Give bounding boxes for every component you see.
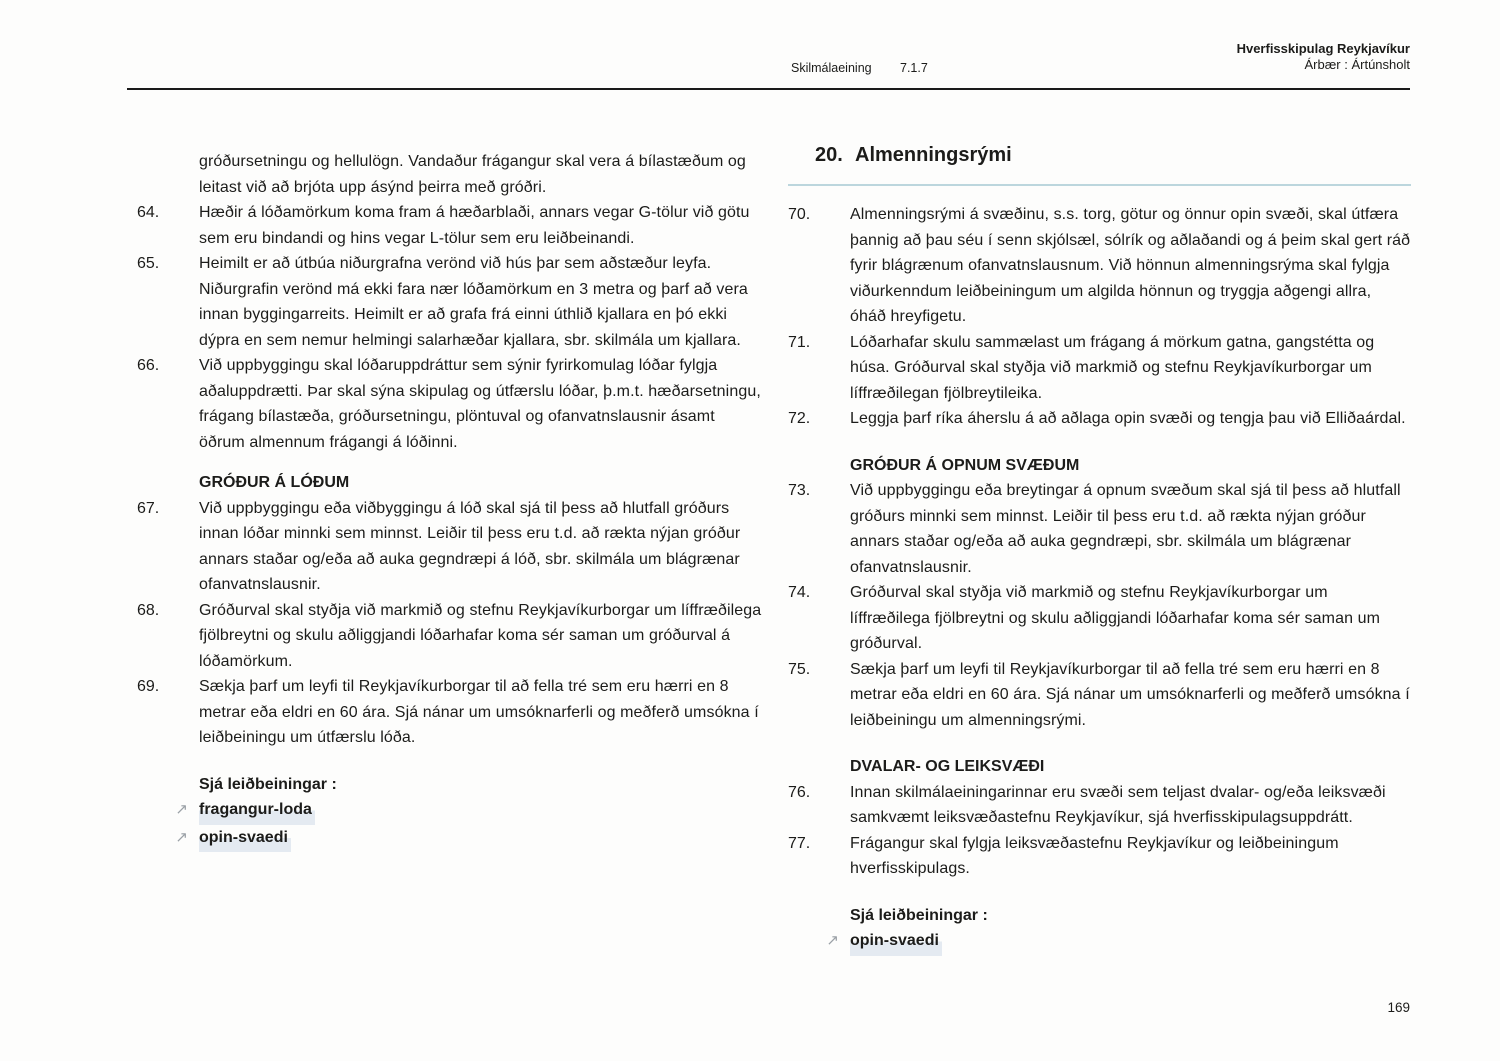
clause-number: 72. (788, 410, 811, 427)
clause-item (788, 478, 1411, 580)
header-unit-label: Skilmálaeining (791, 61, 872, 75)
clause-item (788, 580, 1411, 657)
section-number: 20. (815, 144, 843, 166)
clause-text: Leggja þarf ríka áherslu á að aðlaga opin svæði og tengja þau við Elliðaárdal. (850, 410, 1406, 427)
header-rule (127, 88, 1410, 90)
clause-text: Gróðurval skal styðja við markmið og stefnu Reykjavíkurborgar um líffræðilega fjölbreytni og skulu aðliggjandi lóðarhafar koma sér saman um gróðurval á lóðamörkum. (199, 601, 762, 670)
external-link-arrow-icon: ↗ (826, 932, 839, 949)
clause-text: Heimilt er að útbúa niðurgrafna verönd við hús þar sem aðstæður leyfa. Niðurgrafin verönd má ekki fara nær lóðamörkum en 3 metra og þarf að vera innan byggingarreits. Heimilt er að grafa frá einni úthlið kjallara en þó ekki dýpra en sem nemur helmingi salarhæðar kjallara, sbr. skilmála um kjallara. (199, 255, 748, 349)
clause-text: Við uppbyggingu eða viðbyggingu á lóð skal sjá til þess að hlutfall gróðurs innan lóðar minnki sem minnst. Leiðir til þess eru t.d. að rækta nýjan gróður annars staðar og/eða að auka gegndræpi á lóð, sbr. skilmála um blágrænar ofanvatnslausnir. (199, 499, 741, 593)
document-title: Hverfisskipulag Reykjavíkur (1236, 41, 1410, 56)
clause-text: Frágangur skal fylgja leiksvæðastefnu Reykjavíkur og leiðbeiningum hverfisskipulags. (850, 834, 1339, 877)
external-link-arrow-icon: ↗ (175, 801, 188, 818)
clause-item (137, 251, 763, 353)
guideline-link-row (788, 928, 1411, 956)
section-accent-rule (788, 184, 1411, 186)
clause-number: 71. (788, 333, 811, 351)
clause-text: Gróðurval skal styðja við markmið og stefnu Reykjavíkurborgar um líffræðilega fjölbreytni og skulu aðliggjandi lóðarhafar koma sér saman um gróðurval. (850, 584, 1381, 652)
subsection-heading: DVALAR- OG LEIKSVÆÐI (850, 758, 1045, 775)
clause-number (137, 149, 199, 200)
clause-item (137, 674, 763, 751)
clause-number: 66. (137, 357, 160, 374)
clause-item (788, 406, 1411, 432)
clause-number: 68. (137, 601, 160, 619)
clause-item (137, 200, 763, 251)
clause-text: Sækja þarf um leyfi til Reykjavíkurborgar til að fella tré sem eru hærri en 8 metrar eða eldri en 60 ára. Sjá nánar um umsóknarferli og meðferð umsókna í leiðbeiningu um útfærslu lóða. (199, 678, 759, 746)
clause-number: 65. (137, 255, 160, 272)
clause-item (788, 657, 1411, 734)
clause-number: 75. (788, 660, 811, 678)
clause-text: Almenningsrými á svæðinu, s.s. torg, götur og önnur opin svæði, skal útfæra þannig að þau séu í senn skjólsæl, sólrík og aðlaðandi og á þeim skal gert ráð fyrir blágrænum ofanvatnslausnum. Við hönnun almenningsrýma skal fylgja viðurkenndum leiðbeiningum um algilda hönnun og tryggja aðgengi allra, óháð hreyfigetu. (850, 206, 1411, 325)
clause-text: Hæðir á lóðamörkum koma fram á hæðarblaði, annars vegar G-tölur við götu sem eru bindandi og hins vegar L-tölur sem eru leiðbeinandi. (199, 204, 750, 247)
clause-continuation (137, 149, 763, 200)
clause-text: gróðursetningu og hellulögn. Vandaður frágangur skal vera á bílastæðum og leitast við að brjóta upp ásýnd þeirra með gróðri. (199, 153, 746, 196)
clause-number: 76. (788, 783, 811, 801)
clause-text: Við uppbyggingu skal lóðaruppdráttur sem sýnir fyrirkomulag lóðar fylgja aðaluppdrætti. Þar skal sýna skipulag og útfærslu lóðar, þ.m.t. hæðarsetningu, frágang bílastæða, gróðursetningu, plöntuval og ofanvatnslausnir ásamt öðrum almennum frágangi á lóðinni. (199, 357, 761, 451)
document-subtitle: Árbær : Ártúnsholt (1304, 57, 1410, 72)
guideline-link-row (137, 797, 763, 825)
clause-number: 70. (788, 206, 811, 223)
clause-item (137, 598, 763, 675)
guidelines-label: Sjá leiðbeiningar : (850, 906, 988, 924)
clause-number: 69. (137, 678, 160, 695)
clause-item (788, 330, 1411, 407)
guideline-link[interactable]: fragangur-loda (199, 797, 315, 825)
guideline-link[interactable]: opin-svaedi (850, 928, 942, 956)
clause-text: Sækja þarf um leyfi til Reykjavíkurborgar til að fella tré sem eru hærri en 8 metrar eða eldri en 60 ára. Sjá nánar um umsóknarferli og meðferð umsókna í leiðbeiningu um almenningsrými. (850, 660, 1410, 729)
clause-number: 64. (137, 204, 160, 221)
section-heading (788, 143, 1411, 167)
clause-number: 74. (788, 584, 811, 601)
clause-item (788, 780, 1411, 831)
clause-item (137, 496, 763, 598)
external-link-arrow-icon: ↗ (175, 828, 188, 846)
clause-text: Við uppbyggingu eða breytingar á opnum svæðum skal sjá til þess að hlutfall gróðurs minnki sem minnst. Leiðir til þess eru t.d. að rækta nýjan gróður annars staðar og/eða að auka gegndræpi, sbr. skilmála um blágrænar ofanvatnslausnir. (850, 482, 1401, 576)
clause-item (137, 353, 763, 455)
page-number: 169 (1387, 1000, 1410, 1015)
clause-number: 77. (788, 834, 811, 852)
right-column (788, 143, 1411, 956)
section-title: Almenningsrými (855, 144, 1012, 166)
clause-text: Lóðarhafar skulu sammælast um frágang á mörkum gatna, gangstétta og húsa. Gróðurval skal styðja við markmið og stefnu Reykjavíkurborgar um líffræðilegan fjölbreytileika. (850, 333, 1375, 402)
subsection-heading: GRÓÐUR Á LÓÐUM (199, 474, 350, 491)
clause-number: 67. (137, 499, 160, 517)
clause-number: 73. (788, 482, 811, 499)
left-column (137, 149, 763, 852)
guideline-link[interactable]: opin-svaedi (199, 825, 291, 853)
clause-item (788, 202, 1411, 330)
subsection-heading: GRÓÐUR Á OPNUM SVÆÐUM (850, 456, 1080, 474)
clause-text: Innan skilmálaeiningarinnar eru svæði sem teljast dvalar- og/eða leiksvæði samkvæmt leiksvæðastefnu Reykjavíkur, sjá hverfisskipulagsuppdrátt. (850, 783, 1386, 826)
guidelines-label: Sjá leiðbeiningar : (199, 775, 337, 793)
header-unit-number: 7.1.7 (900, 61, 928, 75)
clause-item (788, 831, 1411, 882)
guideline-link-row (137, 825, 763, 853)
header-document-title-block (1237, 41, 1410, 73)
